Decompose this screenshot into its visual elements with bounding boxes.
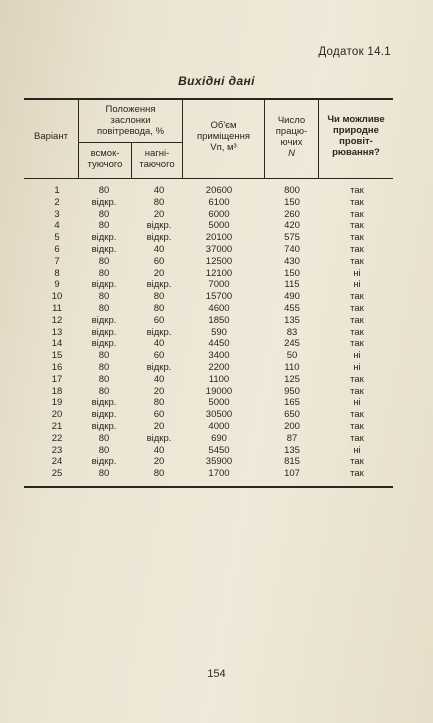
cell-natural-ventilation: ні [353,279,361,291]
cell-natural-ventilation: так [350,291,364,303]
cell-exhaust-damper: 80 [98,385,110,397]
cell-supply-damper: 40 [153,185,165,196]
cell-room-volume: 5450 [208,444,230,456]
cell-room-volume: 20600 [205,185,233,196]
cell-workers: 107 [284,468,300,480]
table-row [24,328,393,339]
cell-natural-ventilation: так [350,185,364,196]
table-row [24,221,393,232]
cell-room-volume: 6100 [208,196,230,208]
subheader-rule [78,142,182,143]
cell-natural-ventilation: так [350,468,364,480]
table-row [24,457,393,468]
cell-room-volume: 2200 [208,362,230,373]
cell-supply-damper: 80 [153,303,165,314]
table-row [24,446,393,457]
cell-workers: 200 [284,421,300,432]
cell-exhaust-damper: відкр. [91,232,117,244]
cell-natural-ventilation: ні [353,350,361,362]
cell-supply-damper: 20 [153,267,165,279]
cell-room-volume: 6000 [208,208,230,220]
cell-supply-damper: 40 [153,244,165,255]
cell-supply-damper: 60 [153,255,165,267]
cell-natural-ventilation: так [350,338,364,350]
cell-exhaust-damper: 80 [98,350,110,362]
cell-room-volume: 35900 [205,456,233,468]
cell-room-volume: 7000 [208,279,230,291]
table-top-rule [24,98,393,100]
cell-workers: 125 [284,373,300,385]
cell-workers: 50 [286,350,298,362]
cell-exhaust-damper: 80 [98,362,110,373]
cell-variant: 18 [51,385,63,397]
cell-workers: 165 [284,397,300,409]
header-natural-ventilation: Чи можливе природне провіт- рювання? [327,114,385,158]
cell-variant: 10 [51,291,63,303]
cell-room-volume: 37000 [205,244,233,255]
cell-exhaust-damper: відкр. [91,244,117,255]
cell-room-volume: 5000 [208,397,230,409]
cell-supply-damper: 60 [153,350,165,362]
cell-workers: 135 [284,314,300,326]
cell-variant: 25 [51,468,63,480]
table-row [24,387,393,398]
table-row [24,186,393,197]
table-row [24,363,393,374]
cell-supply-damper: 80 [153,468,165,480]
header-supply: нагні- таючого [139,148,175,170]
cell-exhaust-damper: відкр. [91,456,117,468]
cell-variant: 6 [54,244,60,255]
cell-natural-ventilation: ні [353,444,361,456]
table-row [24,304,393,315]
cell-exhaust-damper: відкр. [91,326,117,338]
cell-workers: 815 [284,456,300,468]
cell-variant: 13 [51,326,63,338]
cell-natural-ventilation: так [350,456,364,468]
cell-room-volume: 1850 [208,314,230,326]
cell-room-volume: 4000 [208,421,230,432]
cell-workers: 110 [284,362,300,373]
cell-exhaust-damper: 80 [98,220,110,232]
cell-exhaust-damper: відкр. [91,338,117,350]
cell-workers: 150 [284,267,300,279]
header-damper-position: Положення заслонки повітревода, % [96,104,165,137]
table-row [24,434,393,445]
cell-supply-damper: відкр. [146,326,172,338]
table-title: Вихідні дані [178,74,255,88]
cell-natural-ventilation: так [350,385,364,397]
cell-exhaust-damper: 80 [98,291,110,303]
cell-variant: 24 [51,456,63,468]
cell-workers: 245 [284,338,300,350]
cell-supply-damper: 80 [153,291,165,303]
cell-variant: 5 [54,232,60,244]
cell-room-volume: 19000 [205,385,233,397]
cell-room-volume: 20100 [205,232,233,244]
page-number: 154 [207,668,226,680]
cell-workers: 430 [284,255,300,267]
cell-natural-ventilation: так [350,196,364,208]
table-row [24,292,393,303]
cell-supply-damper: 80 [153,196,165,208]
cell-variant: 7 [54,255,60,267]
cell-exhaust-damper: відкр. [91,397,117,409]
cell-workers: 950 [284,385,300,397]
cell-room-volume: 4600 [208,303,230,314]
cell-exhaust-damper: 80 [98,208,110,220]
header-bottom-rule [24,178,393,179]
table-row [24,245,393,256]
cell-natural-ventilation: так [350,208,364,220]
header-variant: Варіант [34,131,68,142]
table-row [24,398,393,409]
cell-exhaust-damper: 80 [98,432,110,444]
cell-room-volume: 690 [211,432,227,444]
cell-room-volume: 1700 [208,468,230,480]
cell-variant: 14 [51,338,63,350]
cell-exhaust-damper: 80 [98,185,110,196]
cell-supply-damper: 20 [153,208,165,220]
cell-natural-ventilation: ні [353,362,361,373]
cell-supply-damper: 60 [153,409,165,421]
table-row [24,210,393,221]
cell-exhaust-damper: 80 [98,267,110,279]
cell-supply-damper: відкр. [146,279,172,291]
table-row [24,422,393,433]
cell-supply-damper: 40 [153,373,165,385]
cell-natural-ventilation: так [350,326,364,338]
cell-exhaust-damper: відкр. [91,421,117,432]
header-room-volume: Об'єм приміщення Vп, м³ [196,120,250,153]
cell-supply-damper: 40 [153,444,165,456]
cell-supply-damper: відкр. [146,220,172,232]
cell-exhaust-damper: відкр. [91,196,117,208]
cell-workers: 150 [284,196,300,208]
cell-natural-ventilation: так [350,220,364,232]
cell-workers: 490 [284,291,300,303]
cell-room-volume: 12500 [205,255,233,267]
cell-variant: 15 [51,350,63,362]
table-row [24,316,393,327]
cell-exhaust-damper: 80 [98,373,110,385]
cell-exhaust-damper: відкр. [91,314,117,326]
cell-natural-ventilation: ні [353,267,361,279]
cell-workers: 455 [284,303,300,314]
cell-natural-ventilation: так [350,421,364,432]
cell-natural-ventilation: ні [353,397,361,409]
table-row [24,233,393,244]
cell-supply-damper: 80 [153,397,165,409]
cell-workers: 575 [284,232,300,244]
cell-room-volume: 1100 [208,373,230,385]
table-row [24,257,393,268]
cell-room-volume: 15700 [205,291,233,303]
cell-supply-damper: 60 [153,314,165,326]
cell-variant: 19 [51,397,63,409]
cell-exhaust-damper: відкр. [91,409,117,421]
cell-workers: 135 [284,444,300,456]
cell-room-volume: 590 [211,326,227,338]
cell-supply-damper: 20 [153,421,165,432]
table-row [24,198,393,209]
cell-variant: 2 [54,196,60,208]
cell-workers: 800 [284,185,300,196]
cell-workers: 260 [284,208,300,220]
cell-workers: 87 [286,432,298,444]
cell-variant: 23 [51,444,63,456]
cell-variant: 8 [54,267,60,279]
cell-natural-ventilation: так [350,232,364,244]
cell-supply-damper: відкр. [146,362,172,373]
cell-variant: 9 [54,279,60,291]
cell-variant: 17 [51,373,63,385]
table-row [24,351,393,362]
cell-room-volume: 30500 [205,409,233,421]
cell-workers: 740 [284,244,300,255]
cell-variant: 4 [54,220,60,232]
cell-natural-ventilation: так [350,409,364,421]
cell-workers: 420 [284,220,300,232]
cell-variant: 16 [51,362,63,373]
table-row [24,269,393,280]
cell-room-volume: 4450 [208,338,230,350]
cell-exhaust-damper: відкр. [91,279,117,291]
appendix-label: Додаток 14.1 [318,46,391,58]
table-row [24,375,393,386]
cell-supply-damper: 20 [153,385,165,397]
table-row [24,469,393,480]
cell-exhaust-damper: 80 [98,255,110,267]
cell-natural-ventilation: так [350,373,364,385]
table-bottom-rule [24,486,393,488]
cell-natural-ventilation: так [350,303,364,314]
cell-exhaust-damper: 80 [98,468,110,480]
cell-natural-ventilation: так [350,255,364,267]
cell-variant: 1 [54,185,60,196]
cell-exhaust-damper: 80 [98,444,110,456]
cell-natural-ventilation: так [350,432,364,444]
cell-natural-ventilation: так [350,244,364,255]
cell-workers: 115 [284,279,300,291]
cell-variant: 3 [54,208,60,220]
table-row [24,410,393,421]
cell-variant: 12 [51,314,63,326]
table-row [24,280,393,291]
cell-variant: 11 [52,303,62,314]
cell-variant: 22 [51,432,63,444]
cell-supply-damper: 20 [153,456,165,468]
cell-exhaust-damper: 80 [98,303,110,314]
header-workers-count: Число працю- ючих N [275,115,308,159]
cell-natural-ventilation: так [350,314,364,326]
cell-workers: 83 [286,326,298,338]
cell-supply-damper: відкр. [146,432,172,444]
table-row [24,339,393,350]
cell-variant: 21 [51,421,63,432]
cell-variant: 20 [51,409,63,421]
cell-supply-damper: відкр. [146,232,172,244]
header-exhaust: всмок- туючого [87,148,123,170]
cell-workers: 650 [284,409,300,421]
cell-room-volume: 12100 [205,267,233,279]
cell-room-volume: 5000 [208,220,230,232]
cell-room-volume: 3400 [208,350,230,362]
cell-supply-damper: 40 [153,338,165,350]
